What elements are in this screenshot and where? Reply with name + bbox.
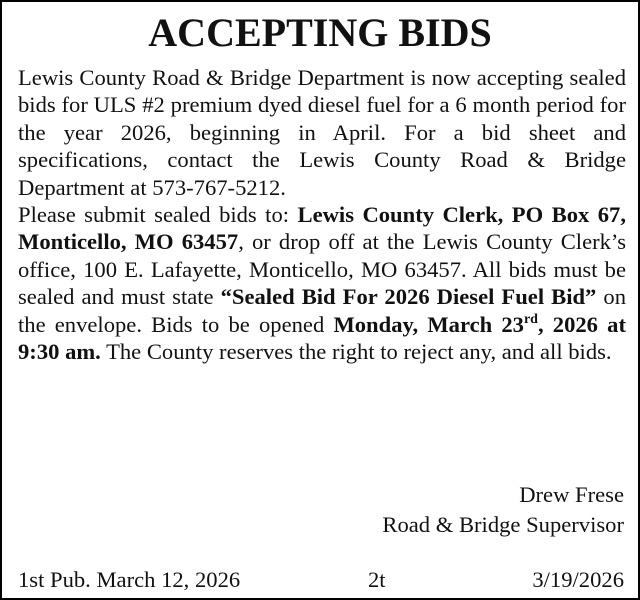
envelope-text: on the envelope. Bids to be opened xyxy=(18,284,626,337)
dropoff-text: , or drop off at the Lewis County Clerk’s office, 100 E. Lafayette, Monticello, MO 63457. All bids must be sealed and must state xyxy=(18,229,626,310)
submit-intro: Please submit sealed bids to: xyxy=(18,202,298,228)
opening-date-main: Monday, March 23 xyxy=(333,311,524,337)
opening-date-suffix: rd xyxy=(523,311,538,327)
signature-name: Drew Frese xyxy=(519,482,624,507)
last-publication-date: 3/19/2026 xyxy=(532,567,624,592)
bid-envelope-title: “Sealed Bid For 2026 Diesel Fuel Bid” xyxy=(220,284,597,310)
publication-footer xyxy=(18,565,624,595)
notice-body xyxy=(18,64,626,365)
first-publication-date: 1st Pub. March 12, 2026 xyxy=(18,567,241,592)
signature-block xyxy=(382,480,624,540)
publication-count: 2t xyxy=(368,567,386,592)
opening-date-time: , 2026 at 9:30 am. xyxy=(18,311,626,365)
reservation-text: The County reserves the right to reject any, and all bids. xyxy=(100,339,612,365)
notice-paragraph-1: Lewis County Road & Bridge Department is now accepting sealed bids for ULS #2 premium dyed diesel fuel for a 6 month period for the year 2026, beginning in April. For a bid sheet and specifications, contact the Lewis County Road & Bridge Department at 573-767-5212. xyxy=(18,65,626,200)
notice-paragraph-2 xyxy=(18,201,626,365)
signature-position: Road & Bridge Supervisor xyxy=(382,512,624,537)
notice-title: ACCEPTING BIDS xyxy=(148,10,492,55)
clerk-address: Lewis County Clerk, PO Box 67, Monticello, MO 63457 xyxy=(18,202,626,255)
